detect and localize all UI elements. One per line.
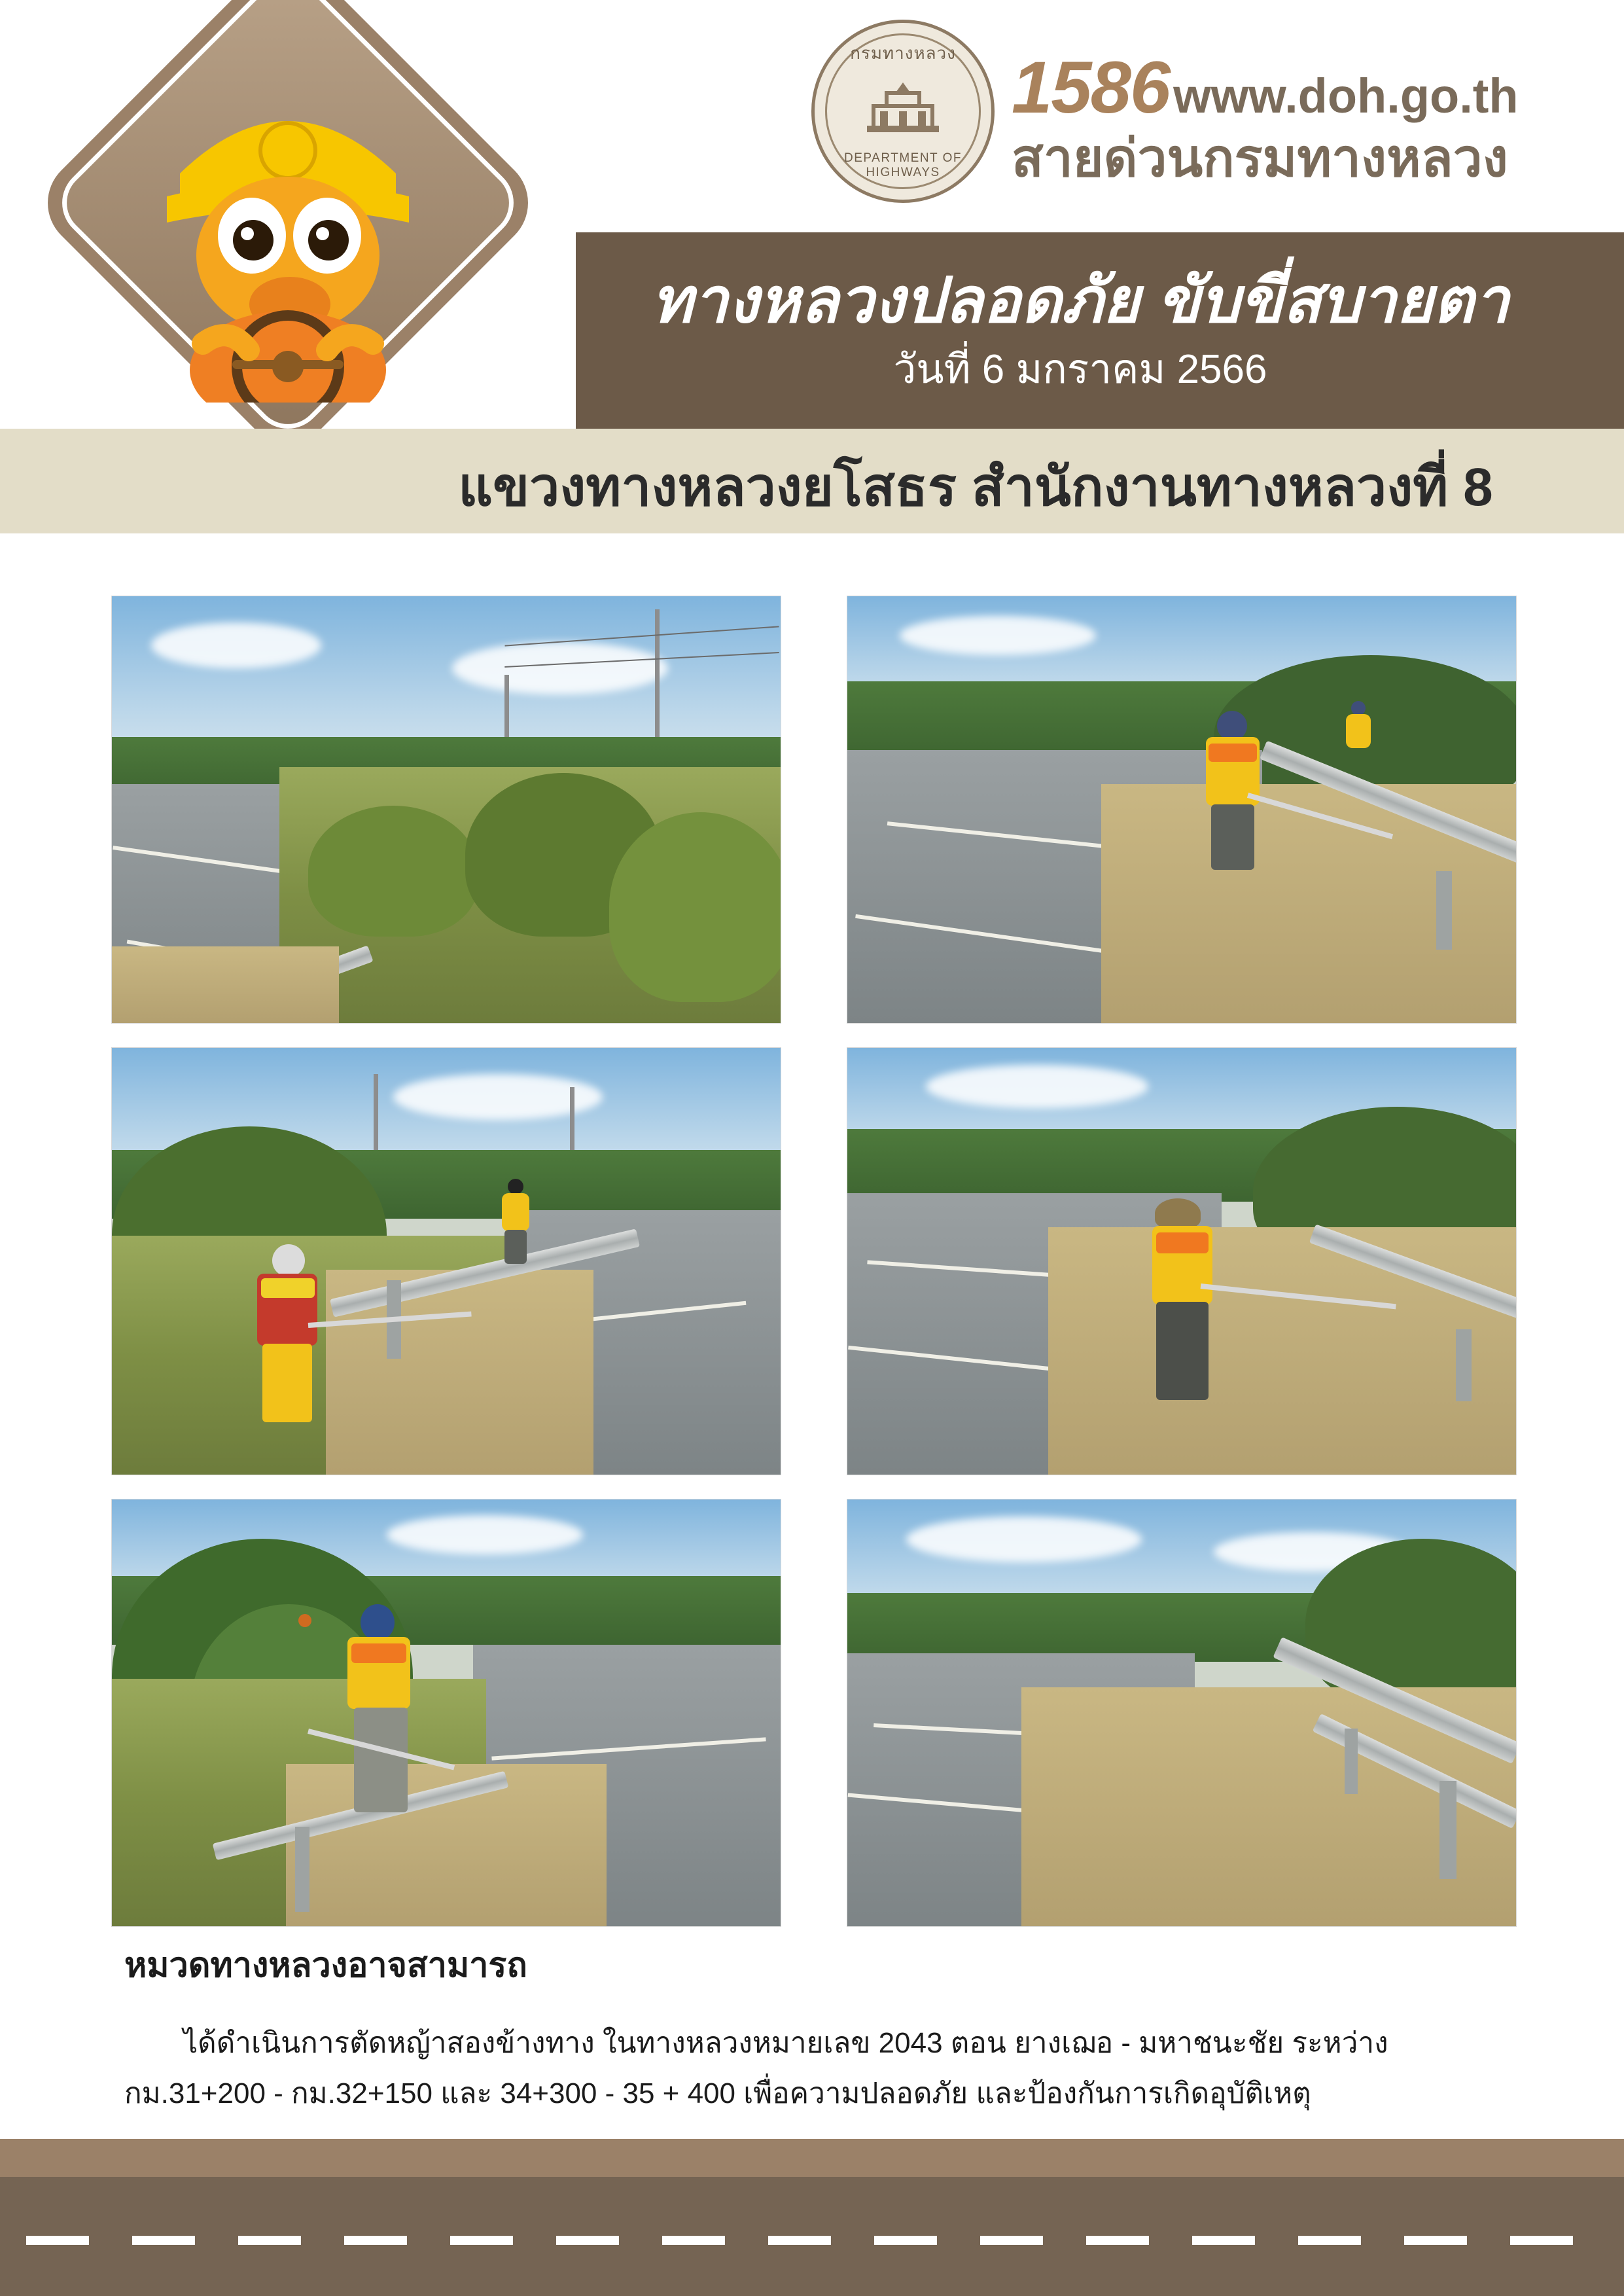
- photo-gallery: [111, 596, 1518, 1950]
- hotline-text-block: [1012, 38, 1519, 185]
- photo-completed-cleared-roadside: [847, 1499, 1517, 1927]
- photo-worker-blue-hood-trimming: [111, 1499, 781, 1927]
- mascot-badge: [26, 13, 543, 445]
- page-footer-road: [0, 2139, 1624, 2296]
- caption-body: ได้ดำเนินการตัดหญ้าสองข้างทาง ในทางหลวงหมายเลข 2043 ตอน ยางเฌอ - มหาชนะชัย ระหว่างกม.31+200 - กม.32+150 และ 34+300 - 35 + 400 เพื่อความปลอดภัย และป้องกันการเกิดอุบัติเหตุ: [124, 2027, 1388, 2109]
- doh-seal-logo: [811, 20, 995, 203]
- hotline-row-number-url: [1012, 46, 1519, 128]
- road-dash: [1086, 2236, 1149, 2245]
- road-dash: [1404, 2236, 1467, 2245]
- road-dash: [450, 2236, 513, 2245]
- seal-bottom-text: DEPARTMENT OF HIGHWAYS: [844, 151, 962, 179]
- road-dash: [344, 2236, 407, 2245]
- caption-block: [124, 1937, 1525, 2119]
- road-dash: [132, 2236, 195, 2245]
- photo-worker-red-shirt-cutting-grass: [111, 1047, 781, 1475]
- road-dash: [556, 2236, 619, 2245]
- sub-banner: [0, 429, 1624, 533]
- seal-emblem-icon: [860, 80, 945, 143]
- road-dash: [768, 2236, 831, 2245]
- photo-worker-trimming-beside-guardrail: [847, 596, 1517, 1024]
- sub-banner-text: แขวงทางหลวงยโสธร สำนักงานทางหลวงที่ 8: [458, 457, 1493, 517]
- road-dash: [662, 2236, 725, 2245]
- highway-mascot-icon: [141, 62, 435, 403]
- banner-title-text: ทางหลวงปลอดภัย ขับขี่สบายตา: [651, 266, 1509, 336]
- title-banner: [576, 232, 1624, 429]
- road-dash: [26, 2236, 89, 2245]
- road-dash: [1510, 2236, 1573, 2245]
- caption-title: หมวดทางหลวงอาจสามารถ: [124, 1946, 527, 1984]
- road-dash: [874, 2236, 937, 2245]
- gallery-row-2: [111, 1047, 1518, 1475]
- hotline-block: [811, 20, 1519, 203]
- page-header: [0, 0, 1624, 576]
- hotline-number: 1586: [1012, 46, 1170, 128]
- footer-top-band: [0, 2139, 1624, 2177]
- road-dash: [1192, 2236, 1255, 2245]
- photo-worker-hat-cutting-grass-roadside: [847, 1047, 1517, 1475]
- road-dash: [1298, 2236, 1361, 2245]
- hotline-website-url[interactable]: www.doh.go.th: [1173, 69, 1519, 123]
- seal-top-text: กรมทางหลวง: [850, 43, 956, 63]
- gallery-row-1: [111, 596, 1518, 1024]
- footer-road-dashes: [0, 2236, 1624, 2245]
- hotline-label: สายด่วนกรมทางหลวง: [1012, 129, 1508, 187]
- gallery-row-3: [111, 1499, 1518, 1927]
- photo-roadside-overgrown-vegetation: [111, 596, 781, 1024]
- banner-date-text: วันที่ 6 มกราคม 2566: [893, 347, 1267, 392]
- road-dash: [980, 2236, 1043, 2245]
- road-dash: [238, 2236, 301, 2245]
